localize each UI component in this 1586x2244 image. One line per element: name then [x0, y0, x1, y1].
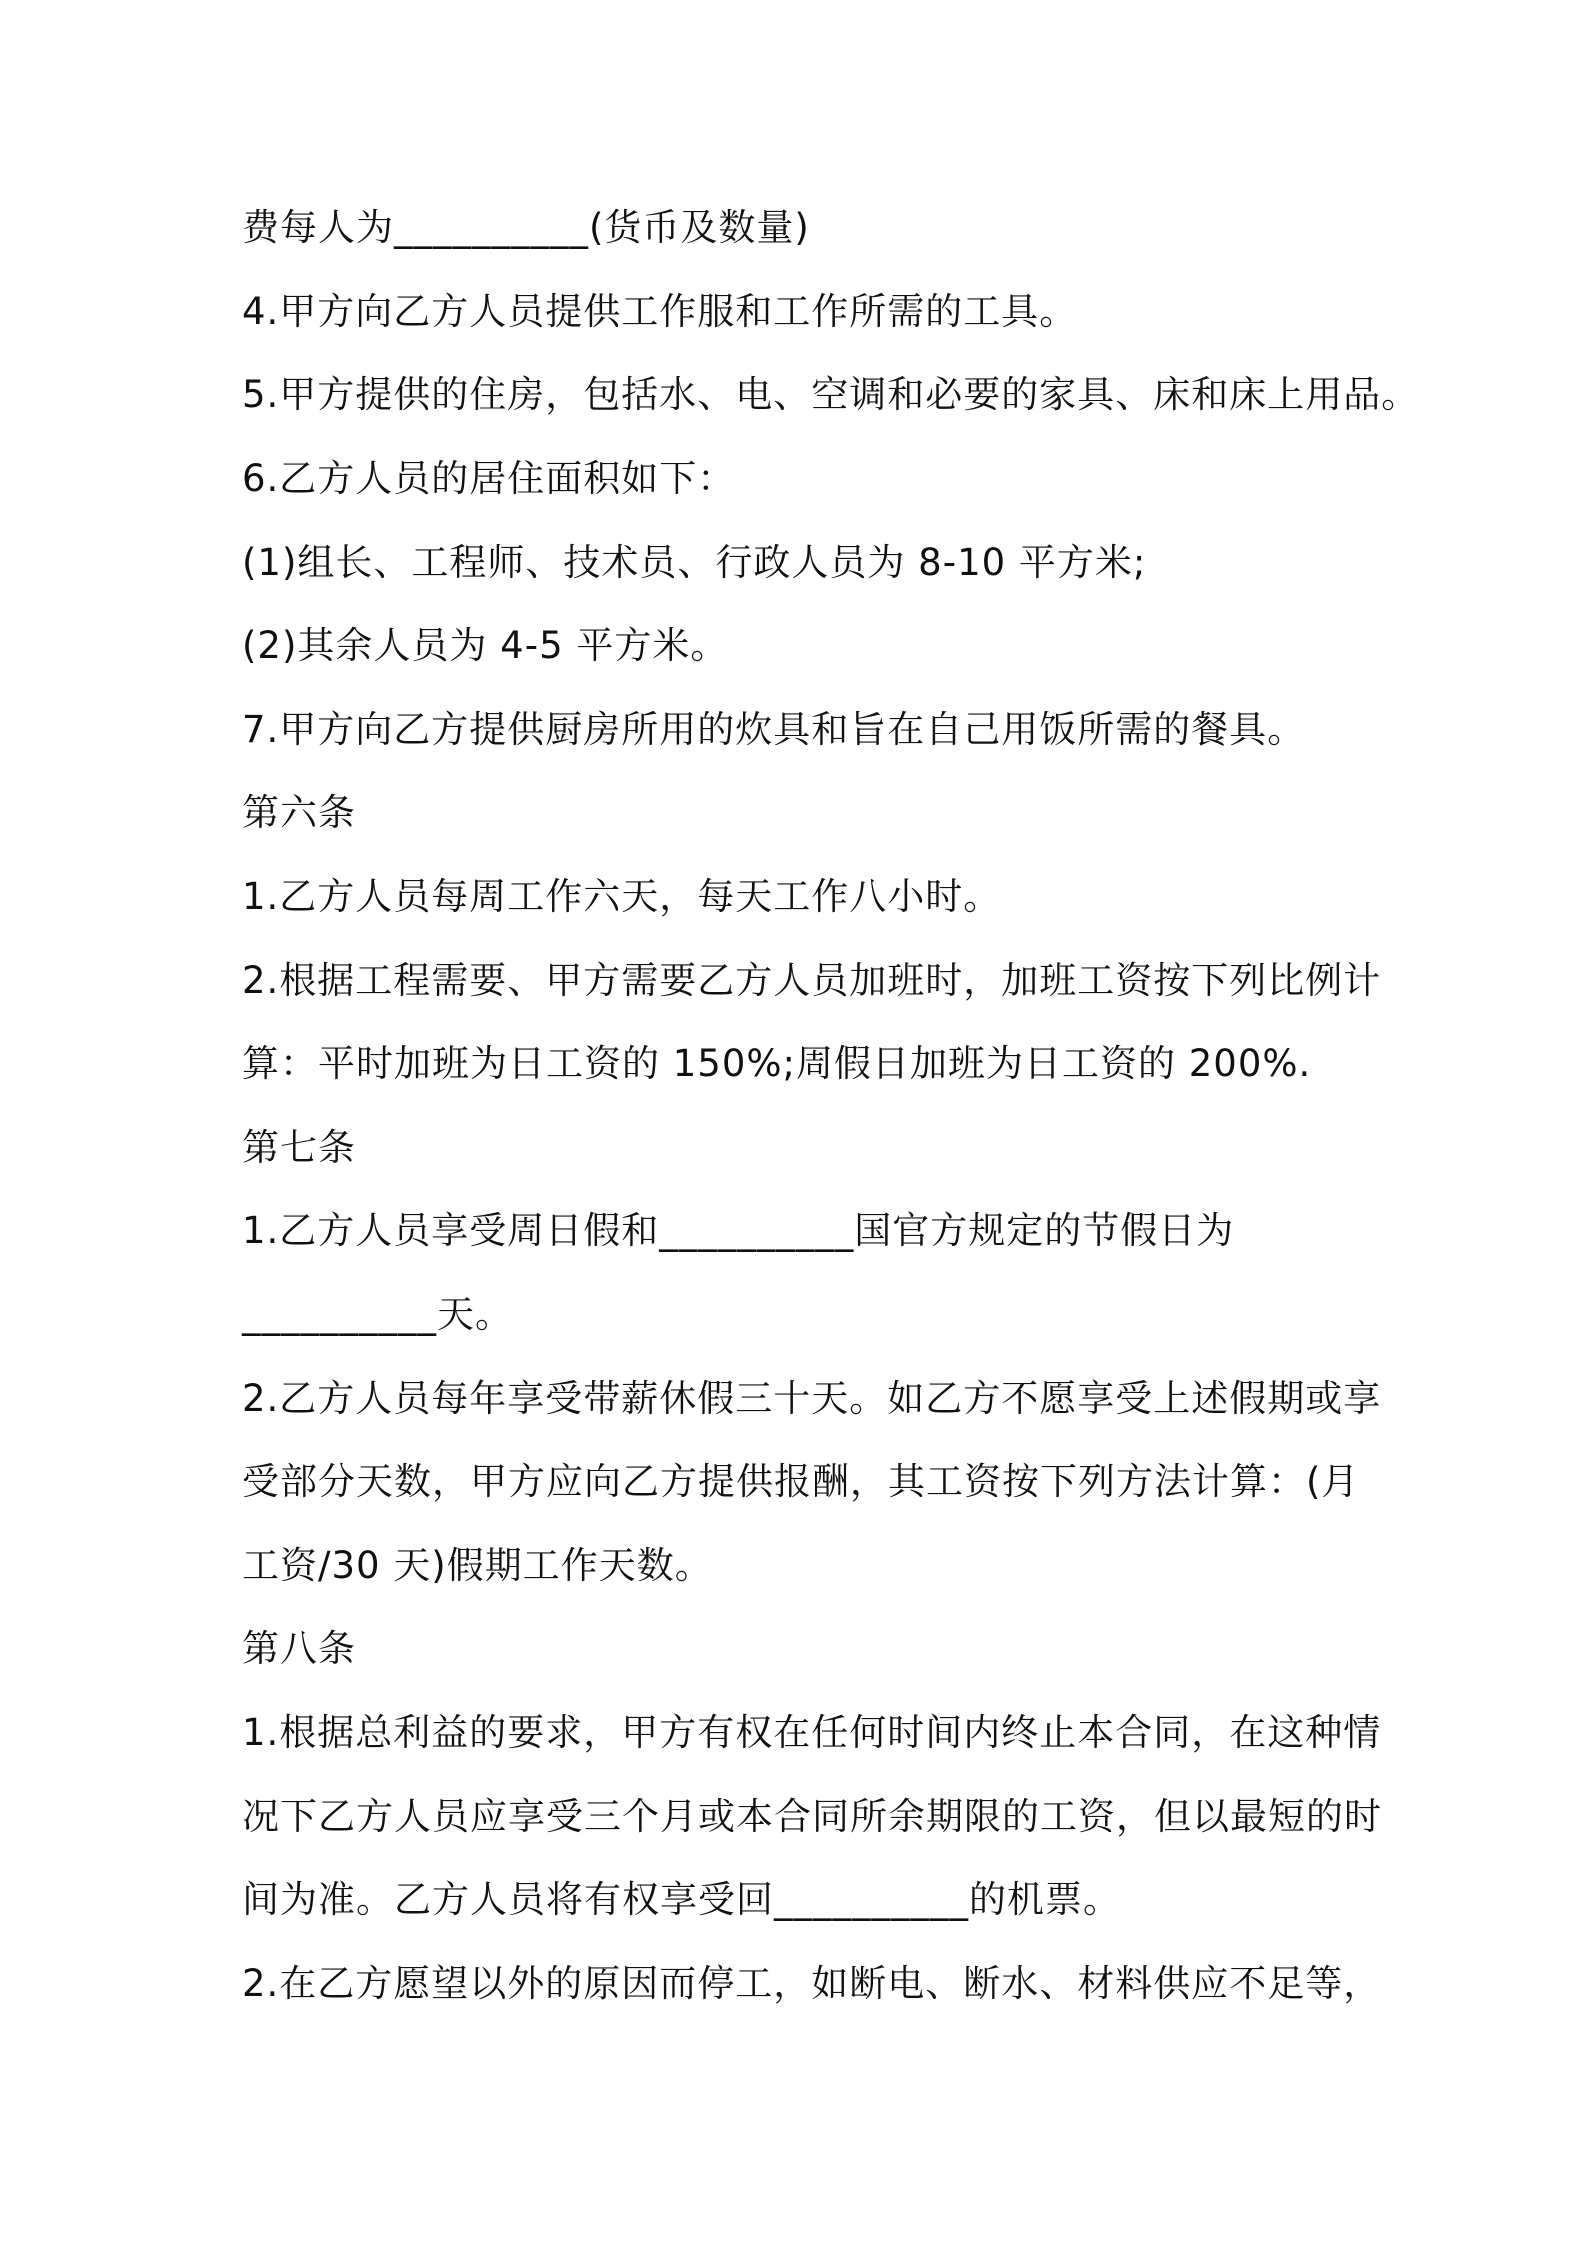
text-line: 工资/30 天)假期工作天数。	[242, 1544, 713, 1587]
text-line: 1.乙方人员每周工作六天，每天工作八小时。	[242, 875, 1002, 918]
text-line: __________天。	[242, 1293, 513, 1336]
section-heading: 第八条	[242, 1627, 356, 1670]
text-line: 况下乙方人员应享受三个月或本合同所余期限的工资，但以最短的时	[242, 1795, 1382, 1838]
section-heading: 第六条	[242, 791, 356, 834]
text-line: 1.乙方人员享受周日假和__________国官方规定的节假日为	[242, 1209, 1235, 1252]
text-line: 受部分天数，甲方应向乙方提供报酬，其工资按下列方法计算：(月	[242, 1460, 1360, 1503]
text-line: 算：平时加班为日工资的 150%;周假日加班为日工资的 200%.	[242, 1042, 1312, 1085]
text-line: 5.甲方提供的住房，包括水、电、空调和必要的家具、床和床上用品。	[242, 373, 1420, 416]
text-line: 7.甲方向乙方提供厨房所用的炊具和旨在自己用饭所需的餐具。	[242, 708, 1306, 751]
text-line: 4.甲方向乙方人员提供工作服和工作所需的工具。	[242, 290, 1078, 333]
text-line: 间为准。乙方人员将有权享受回__________的机票。	[242, 1878, 1121, 1921]
text-line: (2)其余人员为 4-5 平方米。	[242, 624, 729, 667]
text-line: 6.乙方人员的居住面积如下：	[242, 457, 736, 500]
text-line: 2.乙方人员每年享受带薪休假三十天。如乙方不愿享受上述假期或享	[242, 1377, 1382, 1420]
text-line: (1)组长、工程师、技术员、行政人员为 8-10 平方米;	[242, 541, 1147, 584]
text-line: 2.根据工程需要、甲方需要乙方人员加班时，加班工资按下列比例计	[242, 959, 1382, 1002]
text-line: 费每人为__________(货币及数量)	[242, 206, 810, 249]
text-line: 1.根据总利益的要求，甲方有权在任何时间内终止本合同，在这种情	[242, 1711, 1382, 1754]
section-heading: 第七条	[242, 1126, 356, 1169]
text-line: 2.在乙方愿望以外的原因而停工，如断电、断水、材料供应不足等，	[242, 1962, 1382, 2005]
